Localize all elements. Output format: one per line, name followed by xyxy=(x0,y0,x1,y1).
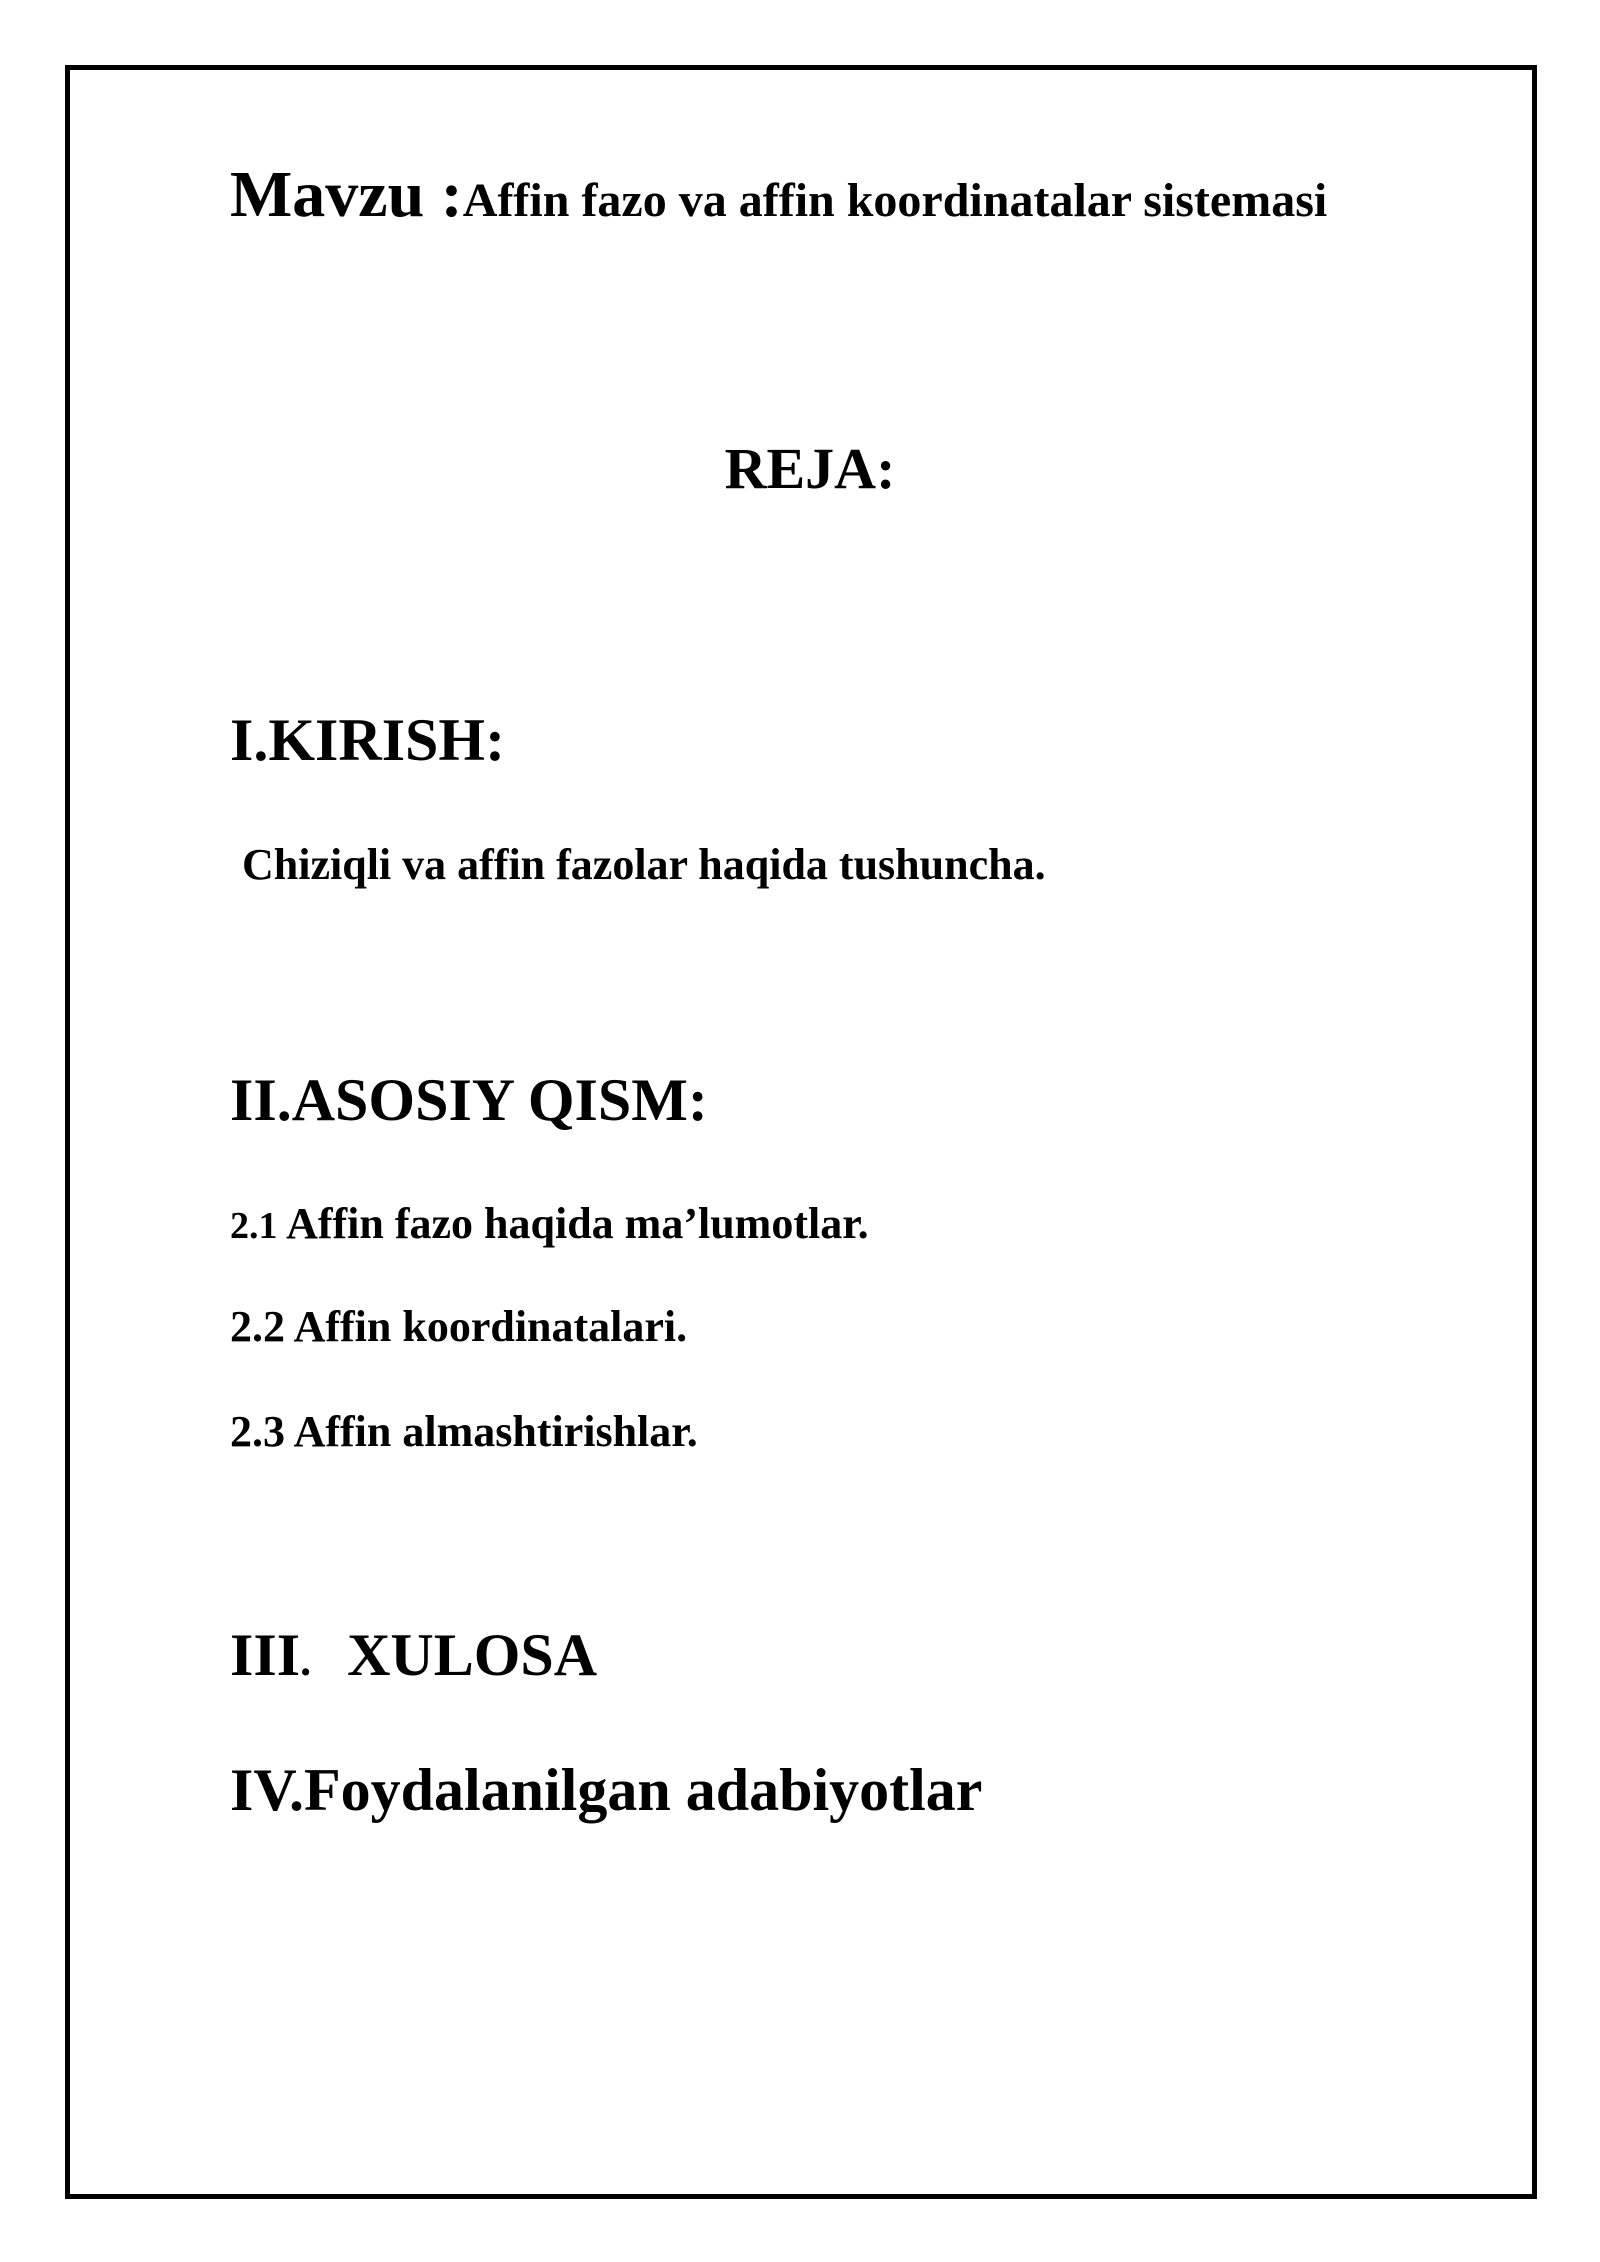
intro-item: Chiziqli va affin fazolar haqida tushuncha. xyxy=(242,840,1046,889)
list-item-number: 2.2 xyxy=(230,1302,285,1351)
conclusion-text: XULOSA xyxy=(347,1622,598,1688)
section-heading-intro: I.KIRISH: xyxy=(230,707,506,773)
list-item-text: Affin koordinatalari. xyxy=(285,1302,688,1351)
section-heading-references: IV.Foydalanilgan adabiyotlar xyxy=(230,1757,983,1823)
list-item-number: 2.3 xyxy=(230,1407,285,1456)
list-item-2-2 xyxy=(230,1302,688,1351)
conclusion-dot: . xyxy=(300,1636,312,1685)
list-item-text: Affin almashtirishlar. xyxy=(285,1407,698,1456)
plan-heading: REJA: xyxy=(724,436,896,501)
page-title xyxy=(230,158,1328,231)
title-text: Affin fazo va affin koordinatalar sistemasi xyxy=(462,174,1328,227)
list-item-text: Affin fazo haqida ma’lumotlar. xyxy=(277,1199,869,1248)
conclusion-numeral: III xyxy=(230,1622,301,1688)
section-heading-conclusion xyxy=(230,1622,598,1688)
title-label: Mavzu : xyxy=(230,158,463,231)
section-heading-main: II.ASOSIY QISM: xyxy=(230,1067,708,1133)
list-item-number: 2.1 xyxy=(230,1205,278,1247)
list-item-2-3 xyxy=(230,1407,698,1456)
list-item-2-1 xyxy=(230,1199,869,1248)
